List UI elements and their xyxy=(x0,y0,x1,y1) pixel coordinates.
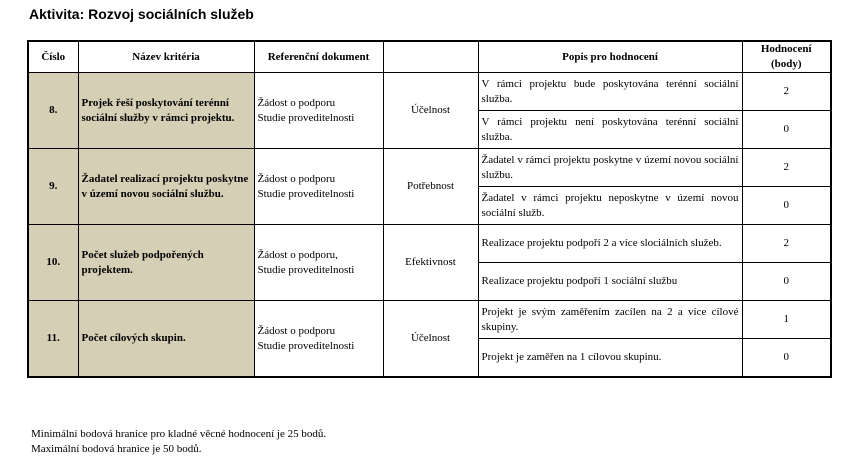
criterion-type: Účelnost xyxy=(383,73,478,149)
criterion-type: Efektivnost xyxy=(383,225,478,301)
footer-note-minimum: Minimální bodová hranice pro kladné věcné hodnocení je 25 bodů. xyxy=(31,428,327,440)
reference-line2: Studie proveditelnosti xyxy=(257,339,355,352)
option-score: 2 xyxy=(742,225,831,263)
table-header-row xyxy=(28,41,831,73)
option-description: Žadatel v rámci projektu poskytne v území novou sociální službu. xyxy=(478,149,742,187)
reference-line2: Studie proveditelnosti xyxy=(257,263,355,276)
option-description: Projekt je svým zaměřením zacílen na 2 a více cílové skupiny. xyxy=(478,301,742,339)
header-number: Číslo xyxy=(28,41,78,73)
reference-line1: Žádost o podporu xyxy=(257,96,336,109)
criterion-name: Počet cílových skupin. xyxy=(78,301,254,378)
criterion-number: 8. xyxy=(28,73,78,149)
table-row xyxy=(28,73,831,111)
option-description: Realizace projektu podpoří 2 a více slociálních služeb. xyxy=(478,225,742,263)
table-row xyxy=(28,301,831,339)
criterion-number: 10. xyxy=(28,225,78,301)
reference-line1: Žádost o podporu xyxy=(257,172,336,185)
reference-line1: Žádost o podporu, xyxy=(257,248,338,261)
reference-line1: Žádost o podporu xyxy=(257,324,336,337)
option-score: 0 xyxy=(742,339,831,378)
criterion-type: Potřebnost xyxy=(383,149,478,225)
table-row xyxy=(28,149,831,187)
reference-document xyxy=(254,301,383,378)
reference-document xyxy=(254,149,383,225)
table-row xyxy=(28,225,831,263)
header-score-line1: Hodnocení xyxy=(760,43,812,55)
page-title: Aktivita: Rozvoj sociálních služeb xyxy=(29,6,254,22)
criterion-name: Počet služeb podpořených projektem. xyxy=(78,225,254,301)
header-score xyxy=(742,41,831,73)
criterion-number: 11. xyxy=(28,301,78,378)
option-description: V rámci projektu není poskytována terénní sociální služba. xyxy=(478,111,742,149)
criterion-name: Projek řeší poskytování terénní sociální služby v rámci projektu. xyxy=(78,73,254,149)
option-description: V rámci projektu bude poskytována terénní sociální služba. xyxy=(478,73,742,111)
footer-note-maximum: Maximální bodová hranice je 50 bodů. xyxy=(31,443,202,455)
reference-line2: Studie proveditelnosti xyxy=(257,111,355,124)
criterion-type: Účelnost xyxy=(383,301,478,378)
reference-line2: Studie proveditelnosti xyxy=(257,187,355,200)
option-score: 2 xyxy=(742,73,831,111)
criterion-number: 9. xyxy=(28,149,78,225)
option-description: Realizace projektu podpoří 1 sociální službu xyxy=(478,263,742,301)
header-description: Popis pro hodnocení xyxy=(478,41,742,73)
option-score: 0 xyxy=(742,187,831,225)
header-reference-document: Referenční dokument xyxy=(254,41,383,73)
option-description: Projekt je zaměřen na 1 cílovou skupinu. xyxy=(478,339,742,378)
criteria-table xyxy=(27,40,832,378)
criterion-name: Žadatel realizací projektu poskytne v území novou sociální službu. xyxy=(78,149,254,225)
option-score: 1 xyxy=(742,301,831,339)
option-description: Žadatel v rámci projektu neposkytne v území novou sociální služb. xyxy=(478,187,742,225)
option-score: 0 xyxy=(742,111,831,149)
header-criterion-name: Název kritéria xyxy=(78,41,254,73)
header-type xyxy=(383,41,478,73)
option-score: 2 xyxy=(742,149,831,187)
reference-document xyxy=(254,73,383,149)
reference-document xyxy=(254,225,383,301)
option-score: 0 xyxy=(742,263,831,301)
header-score-line2: (body) xyxy=(770,58,802,70)
